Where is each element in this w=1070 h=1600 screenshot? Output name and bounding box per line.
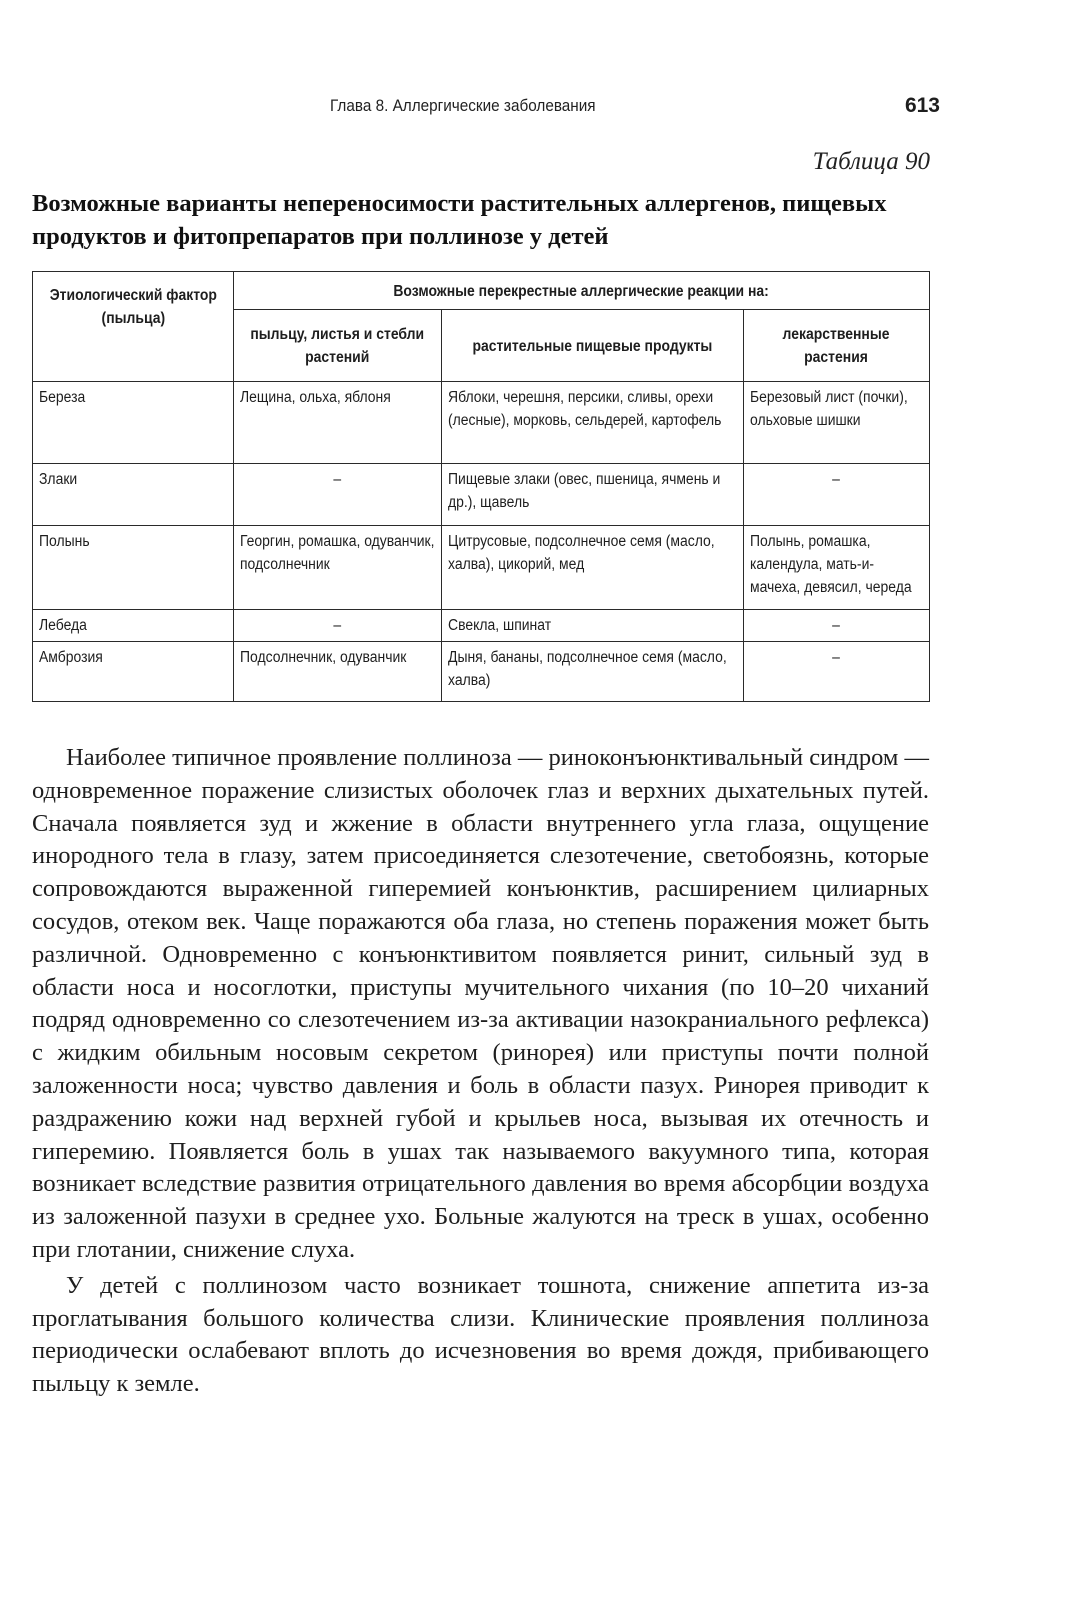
table-row: [33, 382, 930, 464]
table-title: Возможные варианты непереносимости растительных аллергенов, пищевых продуктов и фитопрепаратов при поллинозе у детей: [32, 190, 887, 250]
cell-medicinal: –: [744, 642, 930, 702]
running-head: [0, 94, 1070, 124]
cell-food: Цитрусовые, подсолнечное семя (масло, халва), цикорий, мед: [442, 526, 744, 610]
cell-plants: Лещина, ольха, яблоня: [234, 382, 442, 464]
cell-medicinal: –: [744, 610, 930, 642]
table-row: [33, 464, 930, 526]
table-label: Таблица 90: [812, 148, 930, 175]
table-row: [33, 642, 930, 702]
cell-plants: –: [234, 464, 442, 526]
cell-food: Пищевые злаки (овес, пшеница, ячмень и др.), щавель: [442, 464, 744, 526]
table-header-row: [33, 272, 930, 310]
cell-food: Свекла, шпинат: [442, 610, 744, 642]
cell-plants: Подсолнечник, одуванчик: [234, 642, 442, 702]
cell-factor: Амброзия: [33, 642, 234, 702]
cell-food: Яблоки, черешня, персики, сливы, орехи (лесные), морковь, сельдерей, картофель: [442, 382, 744, 464]
page-number: 613: [904, 94, 940, 117]
header-pollen-leaves: пыльцу, листья и стебли растений: [234, 310, 442, 382]
paragraph: Наиболее типичное проявление поллиноза — риноконъюнктивальный синдром — одновременное поражение слизистых оболочек глаз и верхних дыхательных путей. Сначала появляется зуд и жжение в области внутреннего угла глаза, ощущение инородного тела в глазу, затем присоединяется слезотечение, светобоязнь, которые сопровождаются выраженной гиперемией конъюнктив, расширением цилиарных сосудов, отеком век. Чаще поражаются оба глаза, но степень поражения может быть различной. Одновременно с конъюнктивитом появляется ринит, сильный зуд в области носа и носоглотки, приступы мучительного чихания (по 10–20 чиханий подряд одновременно со слезотечением из-за активации назокраниального рефлекса) с жидким обильным носовым секретом (ринорея) или приступы почти полной заложенности носа; чувство давления и боль в области пазух. Ринорея приводит к раздражению кожи над верхней губой и крыльев носа, вызывая их отечность и гиперемию. Появляется боль в ушах так называемого вакуумного типа, которая возникает вследствие развития отрицательного давления во время абсорбции воздуха из заложенной пазухи в среднее ухо. Больные жалуются на треск в ушах, особенно при глотании, снижение слуха.: [32, 744, 929, 1263]
table-row: [33, 526, 930, 610]
cell-factor: Злаки: [33, 464, 234, 526]
cell-factor: Лебеда: [33, 610, 234, 642]
cell-medicinal: Березовый лист (почки), ольховые шишки: [744, 382, 930, 464]
paragraph: У детей с поллинозом часто возникает тошнота, снижение аппетита из-за проглатывания большого количества слизи. Клинические проявления поллиноза периодически ослабевают вплоть до исчезновения во время дождя, прибивающего пыльцу к земле.: [32, 1271, 929, 1398]
cell-food: Дыня, бананы, подсолнечное семя (масло, халва): [442, 642, 744, 702]
cell-plants: Георгин, ромашка, одуванчик, подсолнечник: [234, 526, 442, 610]
header-cross-reactions: Возможные перекрестные аллергические реакции на:: [234, 272, 930, 310]
header-medicinal-plants: лекарственные растения: [744, 310, 930, 382]
cell-factor: Береза: [33, 382, 234, 464]
cell-medicinal: –: [744, 464, 930, 526]
cell-plants: –: [234, 610, 442, 642]
table-row: [33, 610, 930, 642]
header-etiology: Этиологический фактор (пыльца): [33, 272, 234, 382]
body-text: [32, 742, 929, 1401]
chapter-title: Глава 8. Аллергические заболевания: [330, 96, 596, 115]
header-food-products: растительные пищевые продукты: [442, 310, 744, 382]
cell-factor: Полынь: [33, 526, 234, 610]
cell-medicinal: Полынь, ромашка, календула, мать-и-мачеха, девясил, череда: [744, 526, 930, 610]
allergy-table: [32, 271, 930, 702]
